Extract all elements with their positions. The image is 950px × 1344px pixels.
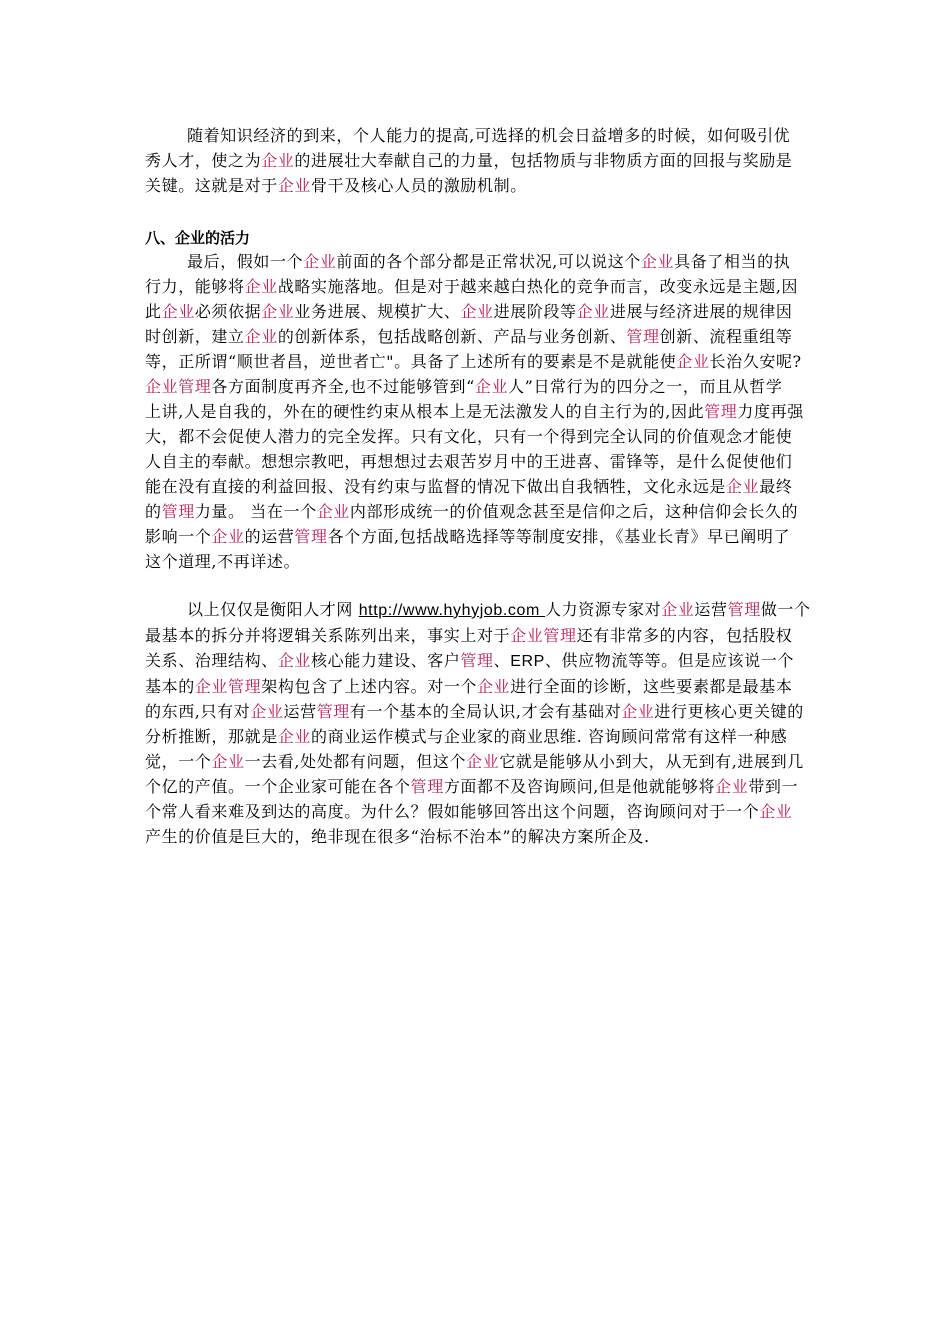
text-run: 、 [493, 651, 511, 670]
text-run: 运营 [283, 702, 317, 721]
text-run: 基本的 [145, 677, 195, 696]
text-run: 的 [145, 502, 162, 521]
text-line [145, 474, 813, 499]
text-run: 的创新体系，包括战略创新、产品与业务创新、 [277, 327, 627, 346]
text-line [145, 623, 813, 648]
paragraph-vitality [145, 249, 813, 574]
text-run: 此 [145, 302, 162, 321]
highlighted-term: 企业管理 [194, 677, 262, 696]
text-line [145, 674, 813, 699]
text-run: 上讲,人是自我的，外在的硬性约束从根本上是无法激发人的自主行为的,因此 [145, 402, 705, 421]
text-run: 个常人看来难及到达的高度。为什么？假如能够回答出这个问题，咨询顾问对于一个 [145, 802, 760, 821]
text-run: 等，正所谓“顺世者昌，逆世者亡"。具备了上述所有的要素是不是就能使 [145, 352, 677, 371]
text-run: 有一个基本的全局认识,才会有基础对 [349, 702, 622, 721]
text-line [145, 597, 813, 623]
text-line [145, 173, 813, 198]
text-run: 这个道理,不再详述。 [145, 552, 301, 571]
text-run: 各方面制度再齐全,也不过能够管到“ [211, 377, 475, 396]
text-run: 最终 [759, 477, 793, 496]
text-run: 做一个 [760, 600, 811, 619]
text-line [145, 349, 813, 374]
text-line [145, 449, 813, 474]
text-run: 架构包含了上述内容。对一个 [261, 677, 478, 696]
text-run: 时创新，建立 [145, 327, 245, 346]
text-run: 还有非常多的内容，包括股权 [576, 626, 793, 645]
text-run: 、供应物流等等。但是应该说一个 [544, 651, 794, 670]
text-line [145, 274, 813, 299]
text-line [145, 324, 813, 349]
text-run: 方面都不及咨询顾问,但是他就能够将 [443, 777, 716, 796]
text-run: 带到一 [748, 777, 799, 796]
highlighted-term: 企业 [640, 252, 675, 271]
highlighted-term: 企业 [460, 302, 494, 321]
highlighted-term: 企业 [466, 752, 500, 771]
highlighted-term: 企业 [211, 527, 245, 546]
text-run: 必须依据 [194, 302, 262, 321]
text-run: 长治久安呢? [709, 352, 802, 371]
text-run: ERP [510, 653, 545, 670]
highlighted-term: 企业 [576, 302, 610, 321]
text-run: 个亿的产值。一个企业家可能在各个 [145, 777, 411, 796]
text-run: 进行更核心更关键的 [654, 702, 804, 721]
text-run: 秀人才，使之为 [145, 151, 262, 170]
highlighted-term: 企业 [474, 377, 509, 396]
text-line [145, 374, 813, 399]
text-line [145, 824, 813, 849]
highlighted-term: 管理 [316, 702, 350, 721]
text-run: 力量。 当在一个 [194, 502, 317, 521]
text-run: 的东西,只有对 [145, 702, 251, 721]
text-run: 关系、治理结构、 [145, 651, 278, 670]
highlighted-term: 企业管理 [145, 377, 212, 396]
highlighted-term: 企业 [621, 702, 655, 721]
highlighted-term: 管理 [410, 777, 444, 796]
highlighted-term: 企业 [661, 600, 695, 619]
text-run: 以上仅仅是衡阳人才网 [187, 600, 359, 619]
highlighted-term: 企业 [303, 252, 337, 271]
text-run: 最基本的拆分并将逻辑关系陈列出来，事实上对于 [145, 626, 511, 645]
website-link[interactable]: http://www.hyhyjob.com [358, 602, 546, 619]
text-run: 进展阶段等 [493, 302, 577, 321]
highlighted-term: 管理 [161, 502, 195, 521]
text-line [145, 399, 813, 424]
highlighted-term: 管理 [626, 327, 660, 346]
text-line [145, 724, 813, 749]
text-line [145, 549, 813, 574]
text-run: 觉，一个 [145, 752, 212, 771]
text-run: 人自主的奉献。想想宗教吧，再想想过去艰苦岁月中的王进喜、雷锋等，是什么促使他们 [145, 452, 793, 471]
text-line [145, 774, 813, 799]
highlighted-term: 企业 [676, 352, 710, 371]
text-run: 力度再强 [737, 402, 804, 421]
text-line [145, 749, 813, 774]
highlighted-term: 管理 [294, 527, 328, 546]
text-run: 的运营 [244, 527, 295, 546]
text-run: 分析推断，那就是 [145, 727, 278, 746]
highlighted-term: 企业 [277, 727, 312, 746]
text-run: 创新、流程重组等 [659, 327, 793, 346]
text-line [145, 424, 813, 449]
highlighted-term: 企业 [726, 477, 760, 496]
text-run: 关键。这就是对于 [145, 176, 278, 195]
text-run: 的商业运作模式与企业家的商业思维. 咨询顾问常常有这样一种感 [311, 727, 788, 746]
text-line [145, 799, 813, 824]
text-run: 具备了相当的执 [674, 252, 791, 271]
highlighted-term: 企业 [715, 777, 749, 796]
highlighted-term: 企业 [759, 802, 793, 821]
text-line [145, 648, 813, 674]
highlighted-term: 企业 [211, 752, 245, 771]
highlighted-term: 管理 [704, 402, 738, 421]
text-run: 业务进展、规模扩大、 [294, 302, 461, 321]
highlighted-term: 企业 [316, 502, 350, 521]
text-run: 大，都不会促使人潜力的完全发挥。只有文化，只有一个得到完全认同的价值观念才能使 [145, 427, 793, 446]
text-run: 进行全面的诊断，这些要素都是最基本 [510, 677, 793, 696]
text-run: 随着知识经济的到来，个人能力的提高,可选择的机会日益增多的时候，如何吸引优 [187, 126, 791, 145]
text-run: 骨干及核心人员的激励机制。 [311, 176, 527, 195]
text-run: 人”日常行为的四分之一，而且从哲学 [508, 377, 783, 396]
paragraph-summary [145, 597, 813, 849]
text-run: 战略实施落地。但是对于越来越白热化的竞争而言，改变永远是主题,因 [277, 277, 799, 296]
text-run: 影响一个 [145, 527, 212, 546]
highlighted-term: 企业管理 [510, 626, 577, 645]
text-run: 核心能力建设、客户 [311, 651, 461, 670]
highlighted-term: 企业 [161, 302, 195, 321]
highlighted-term: 企业 [261, 151, 295, 170]
text-run: 前面的各个部分都是正常状况,可以说这个 [336, 252, 641, 271]
highlighted-term: 企业 [250, 702, 284, 721]
text-run: 最后，假如一个 [187, 252, 304, 271]
text-run: 产生的价值是巨大的，绝非现在很多“治标不治本”的解决方案所企及. [145, 827, 650, 846]
text-line [145, 249, 813, 274]
highlighted-term: 管理 [727, 600, 761, 619]
text-run: 一去看,处处都有问题，但这个 [244, 752, 467, 771]
highlighted-term: 管理 [460, 651, 494, 670]
text-run: 行力，能够将 [145, 277, 245, 296]
text-line [145, 699, 813, 724]
text-run: 的进展壮大奉献自己的力量，包括物质与非物质方面的回报与奖励是 [294, 151, 793, 170]
text-run: 进展与经济进展的规律因 [609, 302, 793, 321]
highlighted-term: 企业 [244, 327, 278, 346]
text-run: 内部形成统一的价值观念甚至是信仰之后，这种信仰会长久的 [349, 502, 799, 521]
highlighted-term: 企业 [244, 277, 278, 296]
text-run: 人力资源专家对 [545, 600, 662, 619]
text-run: 能在没有直接的利益回报、没有约束与监督的情况下做出自我牺牲，文化永远是 [145, 477, 727, 496]
paragraph-incentive [145, 123, 813, 198]
section-heading: 八、企业的活力 [145, 229, 251, 247]
text-line [145, 148, 813, 173]
highlighted-term: 企业 [261, 302, 295, 321]
highlighted-term: 企业 [477, 677, 511, 696]
text-line [145, 499, 813, 524]
highlighted-term: 企业 [277, 176, 312, 195]
text-run: 它就是能够从小到大，从无到有,进展到几 [499, 752, 804, 771]
highlighted-term: 企业 [277, 651, 312, 670]
text-run: 运营 [694, 600, 728, 619]
text-line [145, 299, 813, 324]
text-run: 各个方面,包括战略选择等等制度安排，《基业长青》早已阐明了 [327, 527, 791, 546]
text-line [145, 123, 813, 148]
text-line [145, 524, 813, 549]
